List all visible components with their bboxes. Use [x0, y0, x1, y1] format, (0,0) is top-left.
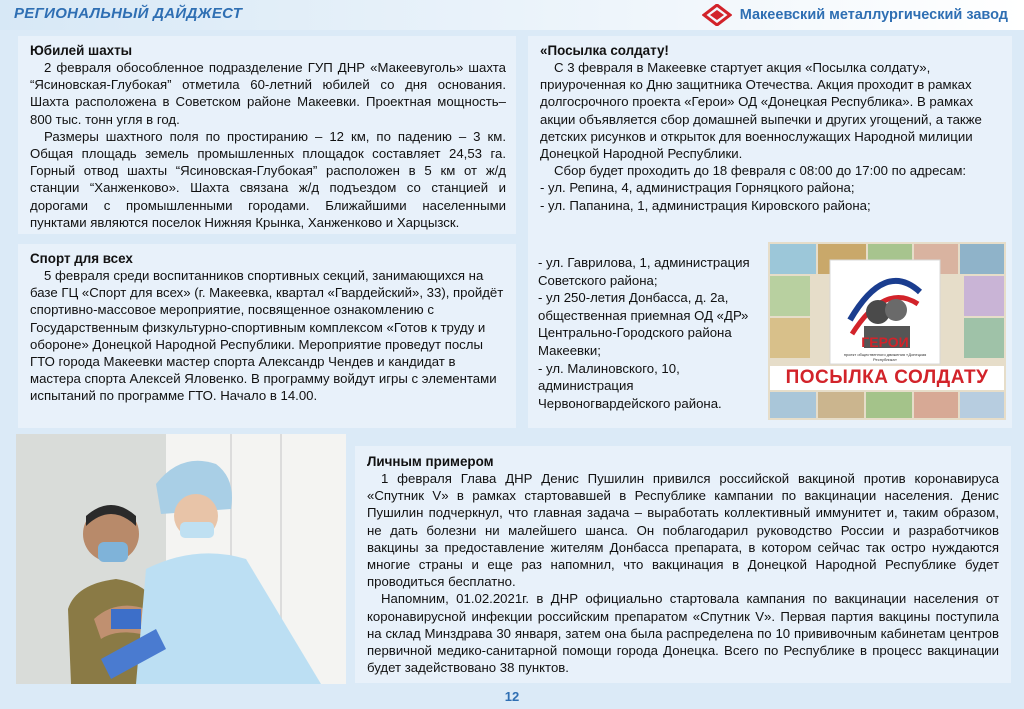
poster-banner-text: ПОСЫЛКА СОЛДАТУ: [785, 367, 989, 388]
org-name: Макеевский металлургический завод: [739, 7, 1008, 23]
article-jubilee: [18, 36, 516, 234]
page-number: 12: [504, 689, 520, 704]
article-title: Юбилей шахты: [30, 43, 133, 58]
parcel-poster-image: [768, 242, 1006, 420]
article-example: [355, 446, 1011, 683]
drawings-collage-icon: [768, 242, 1006, 420]
address-item: - ул. Гаврилова, 1, администрация Советского района;: [538, 255, 750, 288]
org-logo: [702, 3, 1008, 27]
vaccination-photo: [16, 434, 346, 684]
vaccination-scene-icon: [16, 434, 346, 684]
poster-logo-text: ГЕРОИ: [861, 334, 909, 350]
address-item: - ул. Репина, 4, администрация Горняцкого района;: [540, 180, 855, 196]
article-title: Спорт для всех: [30, 251, 133, 266]
article-paragraph: 5 февраля среди воспитанников спортивных секций, занимающихся на базе ГЦ «Спорт для всех» (г. Макеевка, квартал «Гвардейский», 33), пройдёт спортивно-массовое мероприятие, посвященное ознакомлению с Государственным физкультурно-спортивным комплексом «Готов к труду и обороне» Донецкой Народной Республики. Мероприятие проведут послы ГТО города Макеевки мастер спорта Александр Чендев и кандидат в мастера спорта Алексей Яловенко. В программу войдут игры с элементами испытаний по программе ГТО. Начало в 14.00.: [30, 268, 504, 404]
article-sport: [18, 244, 516, 428]
article-paragraph: Напомним, 01.02.2021г. в ДНР официально стартовала кампания по вакцинации населения от коронавирусной инфекции российским препаратом «Спутник V». Первая партия вакцины поступила на склад Минздрава 30 января, затем она была распределена по 10 прививочным кабинетам центров первичной медико-санитарной помощи города Донецка. Всего по Республике в процесс вакцинации будет задействовано 38 пунктов.: [367, 591, 999, 676]
address-item: - ул. Малиновского, 10, администрация Червоногвардейского района.: [538, 360, 722, 411]
article-paragraph: 1 февраля Глава ДНР Денис Пушилин привился российской вакциной против коронавируса «Спутник V» в рамках стартовавшей в Республике кампании по вакцинации населения. Денис Пушилин подчеркнул, что главная задача – выработать коллективный иммунитет и, таким образом, не дать болезни ни малейшего шанса. Он поблагодарил руководство России и разработчиков вакцины за предоставление жителям Донбасса препарата, в котором сейчас так остро нуждаются многие страны и еще раз напомнил, что вакцинация в Донецкой Народной Республике будет проводиться бесплатно.: [367, 471, 999, 590]
article-title: Личным примером: [367, 454, 494, 469]
article-paragraph: Размеры шахтного поля по простиранию – 12 км, по падению – 3 км. Общая площадь земель промышленных площадок составляет 24,53 га. Горный отвод шахты “Ясиновская-Глубокая” расположен в 5 км от ж/д станции “Ханженково». Шахта связана ж/д подъездом со станцией и дорогами с промышленными городами. Ближайшими населенными пунктами являются поселок Нижняя Крынка, Ханженково и Харцызск.: [30, 128, 506, 230]
factory-logo-icon: [702, 4, 732, 26]
address-item: - ул. Папанина, 1, администрация Кировского района;: [540, 197, 871, 213]
article-title: «Посылка солдату!: [540, 43, 669, 58]
article-paragraph: Сбор будет проходить до 18 февраля с 08:00 до 17:00 по адресам:: [554, 163, 967, 179]
poster-logo-caption: проект общественного движения «Донецкая Республика»: [843, 352, 927, 362]
header-bar: [0, 0, 1024, 30]
address-item: - ул 250-летия Донбасса, д. 2а, общественная приемная ОД «ДР» Центрально-Городского района Макеевки;: [538, 290, 749, 358]
address-list: [538, 254, 760, 412]
article-paragraph: С 3 февраля в Макеевке стартует акция «Посылка солдату», приуроченная ко Дню защитника Отечества. Акция проходит в рамках долгосрочного проекта «Герои» ОД «Донецкая Республика». В рамках акции объявляется сбор домашней выпечки и других угощений, а также детских рисунков и открыток для военнослужащих Народной милиции Донецкой Народной Республики.: [540, 60, 982, 162]
section-title: РЕГИОНАЛЬНЫЙ ДАЙДЖЕСТ: [14, 5, 243, 22]
article-paragraph: 2 февраля обособленное подразделение ГУП ДНР «Макеевуголь» шахта “Ясиновская-Глубокая” отметила 60-летний юбилей со дня основания. Шахта расположена в Советском районе Макеевки. Проектная мощность– 800 тыс. тонн угля в год.: [30, 60, 506, 127]
